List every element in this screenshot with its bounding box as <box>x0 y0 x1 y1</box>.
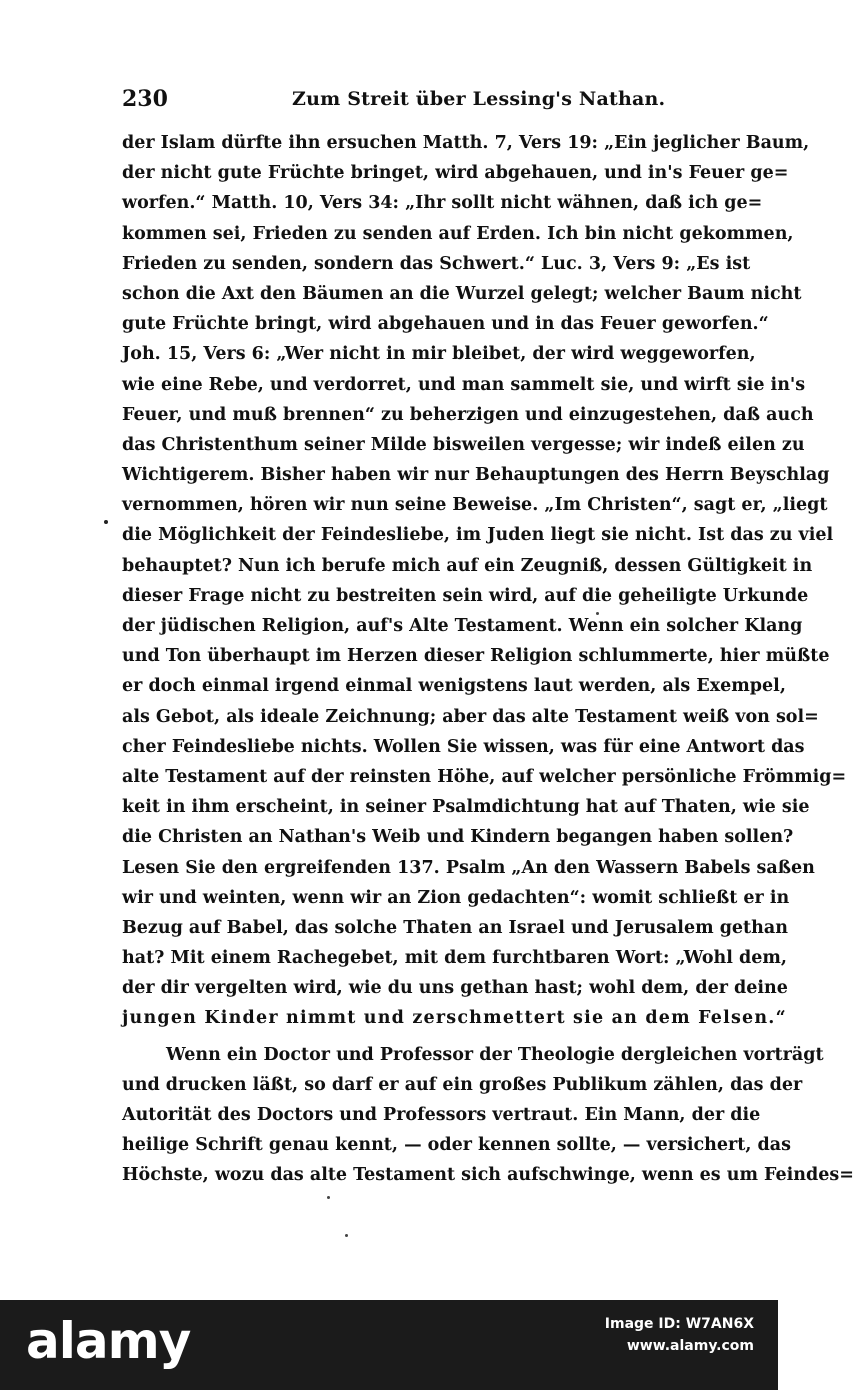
text-line: Höchste, wozu das alte Testament sich aufschwinge, wenn es um Feindes= <box>122 1165 854 1186</box>
text-line: der nicht gute Früchte bringet, wird abgehauen, und in's Feuer ge= <box>122 163 789 184</box>
page-header <box>122 86 730 116</box>
text-line: alte Testament auf der reinsten Höhe, auf welcher persönliche Frömmig= <box>122 766 847 787</box>
print-speck <box>345 1234 348 1237</box>
page-number: 230 <box>122 86 168 112</box>
site-url: www.alamy.com <box>626 1338 754 1354</box>
paragraph <box>122 128 847 1034</box>
paragraph <box>122 1040 854 1191</box>
text-line: wir und weinten, wenn wir an Zion gedachten“: womit schließt er in <box>122 887 790 908</box>
print-speck <box>327 1196 330 1199</box>
text-line: behauptet? Nun ich berufe mich auf ein Zeugniß, dessen Gültigkeit in <box>122 555 813 576</box>
text-line: und drucken läßt, so darf er auf ein großes Publikum zählen, das der <box>122 1074 803 1095</box>
running-title: Zum Streit über Lessing's Nathan. <box>292 88 666 110</box>
text-line: Feuer, und muß brennen“ zu beherzigen und einzugestehen, daß auch <box>122 404 814 425</box>
text-line: Wenn ein Doctor und Professor der Theologie dergleichen vorträgt <box>166 1044 824 1065</box>
text-line: er doch einmal irgend einmal wenigstens laut werden, als Exempel, <box>122 676 786 697</box>
text-line: worfen.“ Matth. 10, Vers 34: „Ihr sollt nicht wähnen, daß ich ge= <box>122 193 763 214</box>
text-line: hat? Mit einem Rachegebet, mit dem furchtbaren Wort: „Wohl dem, <box>122 948 787 969</box>
text-line: heilige Schrift genau kennt, — oder kennen sollte, — versichert, das <box>122 1135 791 1156</box>
text-line: Frieden zu senden, sondern das Schwert.“ Luc. 3, Vers 9: „Es ist <box>122 253 751 274</box>
image-id: Image ID: W7AN6X <box>604 1316 754 1332</box>
text-line: der jüdischen Religion, auf's Alte Testament. Wenn ein solcher Klang <box>122 616 803 636</box>
text-line: als Gebot, als ideale Zeichnung; aber das alte Testament weiß von sol= <box>122 706 819 727</box>
text-line: die Christen an Nathan's Weib und Kindern begangen haben sollen? <box>122 827 794 848</box>
body-text <box>122 128 854 1191</box>
text-line: der Islam dürfte ihn ersuchen Matth. 7, Vers 19: „Ein jeglicher Baum, <box>122 133 810 153</box>
text-line: schon die Axt den Bäumen an die Wurzel gelegt; welcher Baum nicht <box>122 283 802 304</box>
text-line: vernommen, hören wir nun seine Beweise. „Im Christen“, sagt er, „liegt <box>122 495 828 516</box>
text-line: dieser Frage nicht zu bestreiten sein wird, auf die geheiligte Urkunde <box>122 585 809 606</box>
text-line: und Ton überhaupt im Herzen dieser Religion schlummerte, hier müßte <box>122 646 830 667</box>
text-line: Bezug auf Babel, das solche Thaten an Israel und Jerusalem gethan <box>122 917 788 938</box>
text-line: der dir vergelten wird, wie du uns gethan hast; wohl dem, der deine <box>122 978 788 999</box>
text-line: Autorität des Doctors und Professors vertraut. Ein Mann, der die <box>122 1105 761 1125</box>
margin-mark <box>104 520 108 524</box>
alamy-logo: alamy <box>26 1312 191 1370</box>
watermark-bar <box>0 1300 778 1390</box>
text-line: gute Früchte bringt, wird abgehauen und in das Feuer geworfen.“ <box>122 314 769 335</box>
watermark-info <box>605 1316 754 1354</box>
text-line: cher Feindesliebe nichts. Wollen Sie wissen, was für eine Antwort das <box>122 736 805 757</box>
text-line: Joh. 15, Vers 6: „Wer nicht in mir bleibet, der wird weggeworfen, <box>122 344 756 365</box>
text-line: kommen sei, Frieden zu senden auf Erden. Ich bin nicht gekommen, <box>122 223 794 244</box>
text-line: das Christenthum seiner Milde bisweilen vergesse; wir indeß eilen zu <box>122 434 805 455</box>
text-line: Lesen Sie den ergreifenden 137. Psalm „An den Wassern Babels saßen <box>122 857 815 878</box>
text-line: wie eine Rebe, und verdorret, und man sammelt sie, und wirft sie in's <box>122 374 806 395</box>
text-line: jungen Kinder nimmt und zerschmettert sie an dem Felsen.“ <box>122 1008 787 1029</box>
text-line: Wichtigerem. Bisher haben wir nur Behauptungen des Herrn Beyschlag <box>122 465 830 486</box>
text-line: keit in ihm erscheint, in seiner Psalmdichtung hat auf Thaten, wie sie <box>122 797 810 818</box>
text-line: die Möglichkeit der Feindesliebe, im Juden liegt sie nicht. Ist das zu viel <box>122 525 834 546</box>
